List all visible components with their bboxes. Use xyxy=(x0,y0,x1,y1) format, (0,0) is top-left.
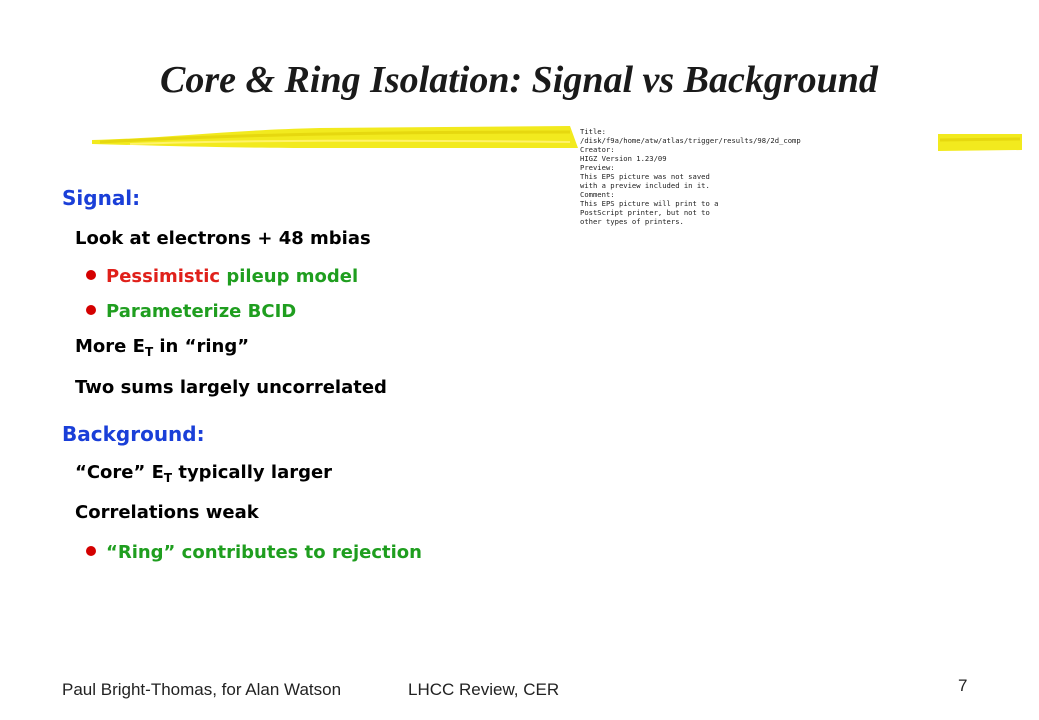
background-line-correlations: Correlations weak xyxy=(75,502,259,523)
eps-line: PostScript printer, but not to xyxy=(580,208,710,217)
eps-line: HIGZ Version 1.23/09 xyxy=(580,154,667,163)
signal-line-electrons: Look at electrons + 48 mbias xyxy=(75,228,371,249)
signal-heading xyxy=(62,186,140,210)
background-heading-colon: : xyxy=(196,422,205,446)
signal-heading-text: Signal xyxy=(62,186,133,210)
core-prefix: “Core” E xyxy=(75,462,164,483)
core-suffix: typically larger xyxy=(172,462,333,483)
eps-line: Comment: xyxy=(580,190,615,199)
bullet-icon xyxy=(86,546,96,556)
signal-line-uncorrelated: Two sums largely uncorrelated xyxy=(75,377,387,398)
signal-bullet-pileup xyxy=(86,266,358,287)
eps-line: with a preview included in it. xyxy=(580,181,710,190)
pileup-model-text: pileup model xyxy=(220,266,359,287)
rejection-text: “Ring” contributes to rejection xyxy=(106,542,422,563)
footer-author: Paul Bright-Thomas, for Alan Watson xyxy=(62,680,342,699)
signal-bullet-bcid xyxy=(86,301,296,322)
eps-line: other types of printers. xyxy=(580,217,684,226)
background-line-core xyxy=(75,462,332,485)
eps-preview-placeholder xyxy=(580,127,801,226)
background-heading-text: Background xyxy=(62,422,197,446)
footer-event: LHCC Review, CER xyxy=(408,680,560,699)
eps-line: Title: xyxy=(580,127,606,136)
highlighter-stroke xyxy=(90,118,1025,158)
eps-line: Preview: xyxy=(580,163,615,172)
bullet-icon xyxy=(86,305,96,315)
signal-line-et-ring xyxy=(75,336,249,359)
eps-line: This EPS picture will print to a xyxy=(580,199,719,208)
core-subscript: T xyxy=(163,471,173,485)
et-subscript: T xyxy=(144,345,154,359)
background-heading xyxy=(62,422,205,446)
slide-title: Core & Ring Isolation: Signal vs Background xyxy=(160,59,878,101)
pessimistic-text: Pessimistic xyxy=(106,266,221,287)
et-suffix: in “ring” xyxy=(153,336,250,357)
signal-heading-colon: : xyxy=(132,186,141,210)
bullet-icon xyxy=(86,270,96,280)
eps-line: Creator: xyxy=(580,145,615,154)
eps-line: /disk/f9a/home/atw/atlas/trigger/results/98/2d_comp xyxy=(580,136,801,145)
et-prefix: More E xyxy=(75,336,145,357)
bcid-text: Parameterize BCID xyxy=(106,301,297,322)
background-bullet-rejection xyxy=(86,542,422,563)
page-number: 7 xyxy=(958,676,968,695)
eps-line: This EPS picture was not saved xyxy=(580,172,710,181)
